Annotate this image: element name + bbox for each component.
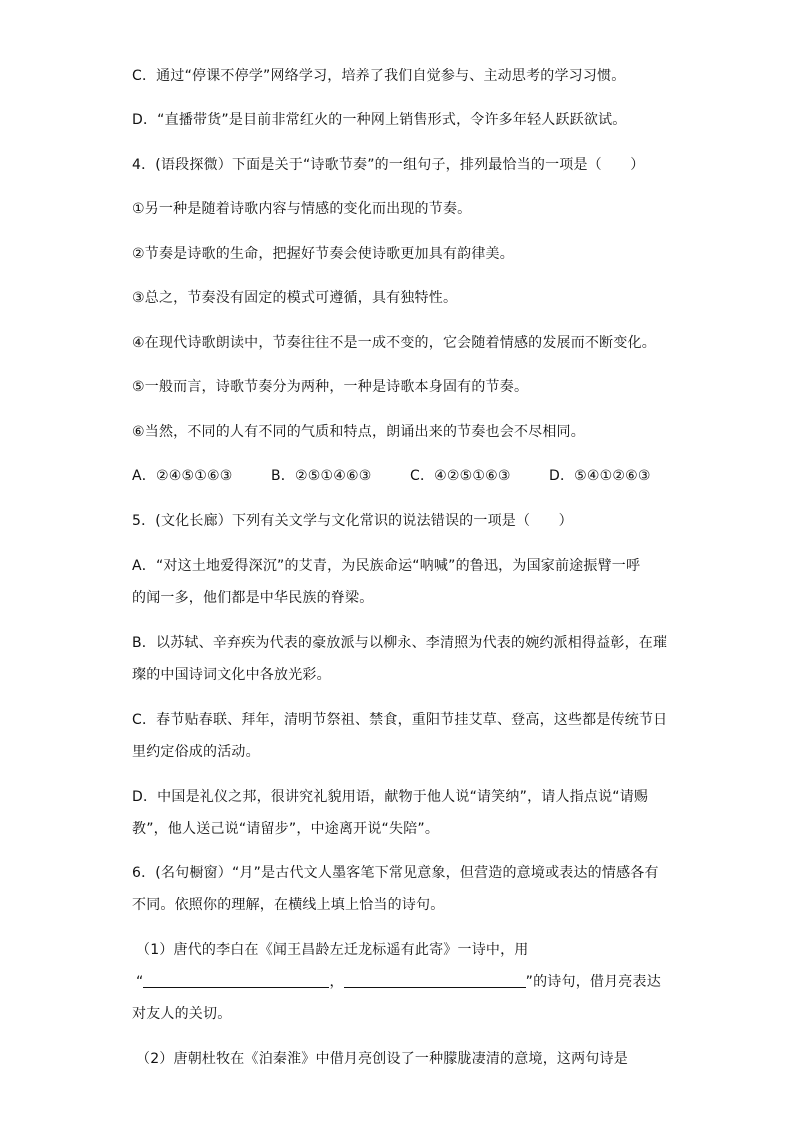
q4-option-c: C．④②⑤①⑥③ (410, 468, 511, 484)
q4-sentence-6: ⑥当然，不同的人有不同的气质和特点，朗诵出来的节奏也会不尽相同。 (132, 424, 585, 440)
q5-option-c-line1: C．春节贴春联、拜年，清明节祭祖、禁食，重阳节挂艾草、登高，这些都是传统节日 (132, 712, 668, 728)
q6-answer-blank-2[interactable] (344, 973, 526, 988)
q4-sentence-4: ④在现代诗歌朗读中，节奏往往不是一成不变的，它会随着情感的发展而不断变化。 (132, 335, 656, 351)
q4-sentence-2: ②节奏是诗歌的生命，把握好节奏会使诗歌更加具有韵律美。 (132, 246, 514, 262)
q4-option-d: D．⑤④①②⑥③ (549, 468, 651, 484)
q6-answer-blank-1[interactable] (143, 973, 329, 988)
q5-option-a-line2: 的闻一多，他们都是中华民族的脊梁。 (132, 590, 374, 606)
q5-option-a-line1: A．“对这土地爱得深沉”的艾青，为民族命运“呐喊”的鲁迅，为国家前途振臂一呼 (132, 558, 641, 574)
q4-sentence-3: ③总之，节奏没有固定的模式可遵循，具有独特性。 (132, 290, 458, 306)
q5-option-b-line2: 璨的中国诗词文化中各放光彩。 (132, 667, 331, 683)
q4-sentence-1: ①另一种是随着诗歌内容与情感的变化而出现的节奏。 (132, 201, 472, 217)
q5-option-c-line2: 里约定俗成的活动。 (132, 744, 260, 760)
q4-option-a: A．②④⑤①⑥③ (132, 468, 233, 484)
q5-option-d-line2: 教”，他人送己说“请留步”，中途离开说“失陪”。 (132, 821, 440, 837)
q4-options (132, 466, 651, 486)
q6-sub2-line1: （2）唐朝杜牧在《泊秦淮》中借月亮创设了一种朦胧凄清的意境，这两句诗是 (136, 1051, 628, 1067)
q3-option-d: D．“直播带货”是目前非常红火的一种网上销售形式，令许多年轻人跃跃欲试。 (132, 112, 627, 128)
q6-sub1-close: ”的诗句，借月亮表达 (525, 974, 661, 990)
q6-sub1-comma: ， (329, 974, 344, 990)
q6-stem-line1: 6．(名句橱窗）“月”是古代文人墨客笔下常见意象，但营造的意境或表达的情感各有 (132, 865, 659, 881)
q6-stem-line2: 不同。依照你的理解，在横线上填上恰当的诗句。 (132, 897, 445, 913)
q4-sentence-5: ⑤一般而言，诗歌节奏分为两种，一种是诗歌本身固有的节奏。 (132, 379, 529, 395)
q6-sub1-open-quote: “ (136, 974, 144, 990)
q6-sub1-line2 (136, 972, 661, 992)
q3-option-c: C．通过“停课不停学”网络学习，培养了我们自觉参与、主动思考的学习习惯。 (132, 68, 626, 84)
q6-sub1-line3: 对友人的关切。 (132, 1006, 232, 1022)
q5-option-b-line1: B．以苏轼、辛弃疾为代表的豪放派与以柳永、李清照为代表的婉约派相得益彰，在璀 (132, 635, 668, 651)
q5-option-d-line1: D．中国是礼仪之邦，很讲究礼貌用语，献物于他人说“请笑纳”，请人指点说“请赐 (132, 789, 649, 805)
q4-option-b: B．②⑤①④⑥③ (271, 468, 372, 484)
q6-sub1-line1: （1）唐代的李白在《闻王昌龄左迁龙标遥有此寄》一诗中，用 (136, 942, 529, 958)
q4-stem: 4．(语段探微）下面是关于“诗歌节奏”的一组句子，排列最恰当的一项是（ ） (132, 157, 645, 173)
q5-stem: 5．(文化长廊）下列有关文学与文化常识的说法错误的一项是（ ） (132, 513, 573, 529)
